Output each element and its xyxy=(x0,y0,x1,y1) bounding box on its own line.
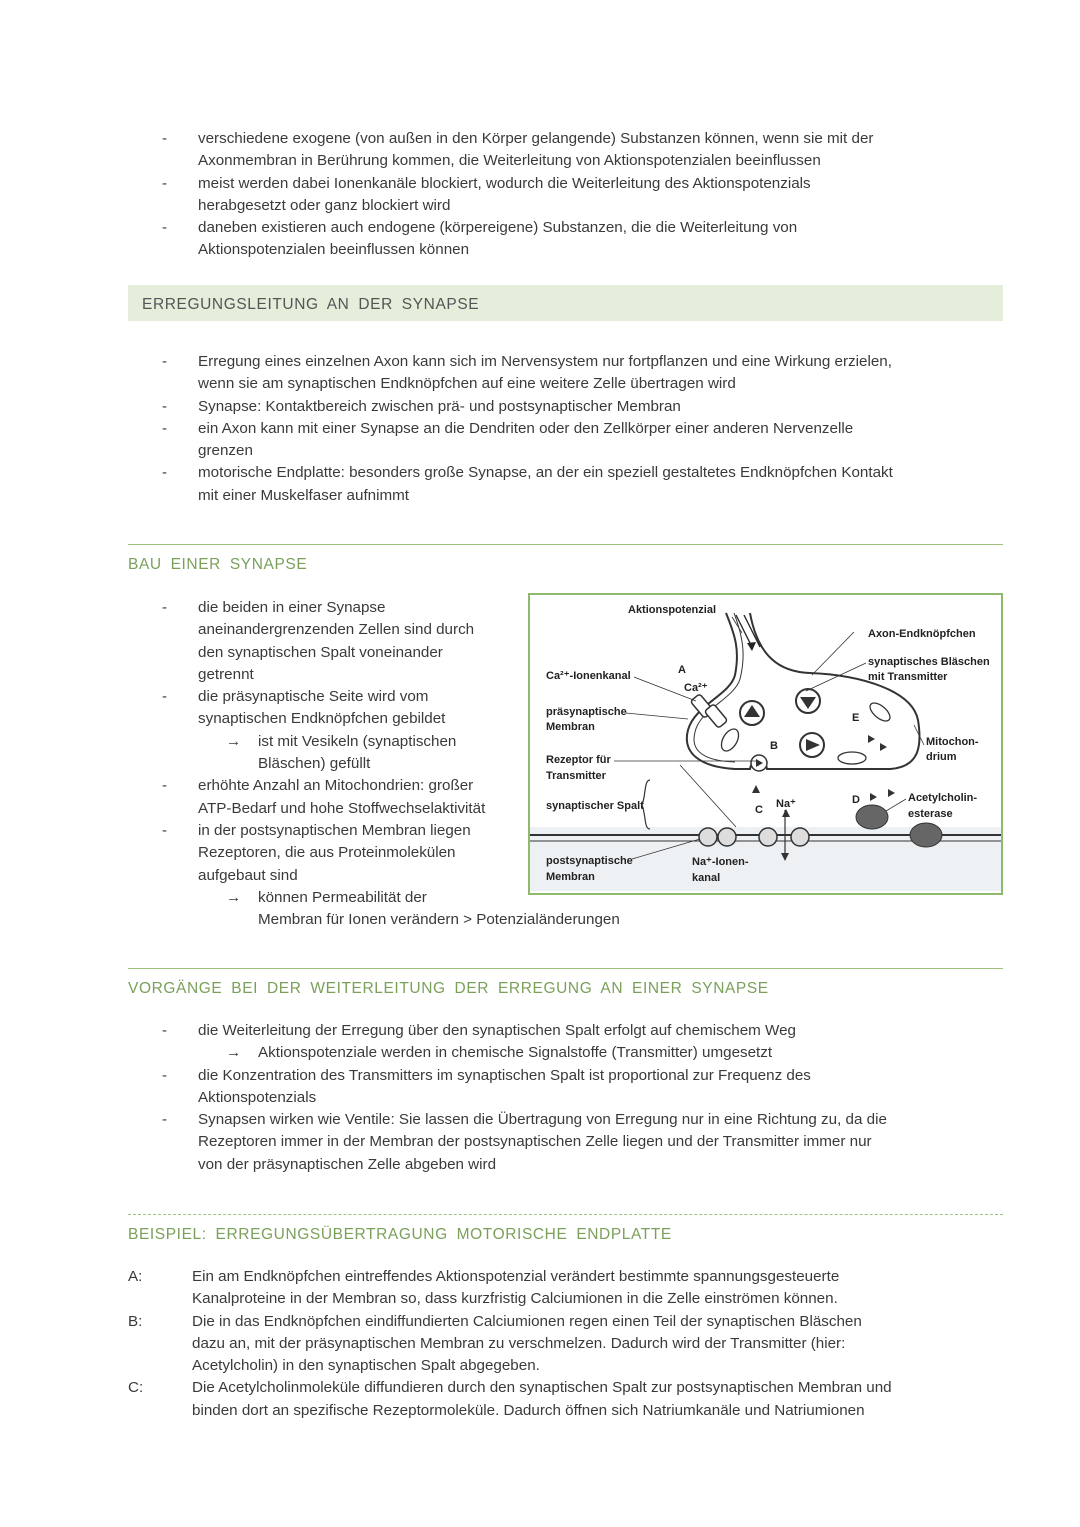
section-title-synapse-structure: BAU EINER SYNAPSE xyxy=(128,556,308,573)
svg-text:drium: drium xyxy=(926,751,957,763)
mitochondrion xyxy=(867,700,893,725)
action-potential-arrow xyxy=(736,615,752,647)
label-vesicle: synaptisches Bläschen xyxy=(868,656,990,668)
step-b: B: Die in das Endknöpfchen eindiffundierten Calciumionen regen einen Teil der synaptischen Bläschen dazu an, mit der präsynaptischen Membran zu verschmelzen. Dadurch wird der Transmitter (hier: Acetylcholin) in den synaptischen Spalt abgegeben. xyxy=(128,1312,862,1375)
receptor xyxy=(699,828,717,846)
svg-text:Membran: Membran xyxy=(546,871,595,883)
bullet-item: - verschiedene exogene (von außen in den Körper gelangende) Substanzen können, wenn sie mit der Axonmembran in Berührung kommen, die Weiterleitung von Aktionspotenzialen beeinflussen xyxy=(162,130,874,170)
svg-text:Membran: Membran xyxy=(546,721,595,733)
bullet-item: - Synapsen wirken wie Ventile: Sie lassen die Übertragung von Erregung nur in eine Richtung zu, da die Rezeptoren immer in der Membran der postsynaptischen Zelle liegen und der Transmitter immer nur von der präsynaptischen Zelle abgeben wird xyxy=(162,1111,887,1173)
example-steps xyxy=(128,1266,988,1422)
bullet-item: - die präsynaptische Seite wird vom synaptischen Endknöpfchen gebildet → ist mit Vesikeln (synaptischen Bläschen) gefüllt xyxy=(160,686,620,775)
label-receptor: Rezeptor für xyxy=(546,754,611,766)
letter-b: B xyxy=(770,740,778,752)
letter-e: E xyxy=(852,712,860,724)
bullet-item: - daneben existieren auch endogene (körpereigene) Substanzen, die die Weiterleitung von Aktionspotenzialen beeinflussen können xyxy=(162,219,798,259)
sub-point: → ist mit Vesikeln (synaptischen Bläschen) gefüllt xyxy=(226,732,457,773)
section-divider-dashed xyxy=(128,1214,1003,1215)
svg-text:esterase: esterase xyxy=(908,808,953,820)
transmission-bullets xyxy=(160,1020,887,1176)
mitochondrion xyxy=(718,726,742,754)
section-title-transmission-processes: VORGÄNGE BEI DER WEITERLEITUNG DER ERREGUNG AN EINER SYNAPSE xyxy=(128,980,769,997)
letter-d: D xyxy=(852,794,860,806)
label-action-potential: Aktionspotenzial xyxy=(628,604,717,616)
acetylcholinesterase xyxy=(910,823,942,847)
label-esterase: Acetylcholin- xyxy=(908,792,978,804)
label-axon-terminal: Axon-Endknöpfchen xyxy=(868,628,976,640)
svg-text:mit Transmitter: mit Transmitter xyxy=(868,671,948,683)
label-na-channel: Na⁺-Ionen- xyxy=(692,856,749,868)
bullet-item: - erhöhte Anzahl an Mitochondrien: großer ATP-Bedarf und hohe Stoffwechselaktivität xyxy=(162,777,486,817)
label-postsynaptic-membrane: postsynaptische xyxy=(546,855,633,867)
mitochondrion xyxy=(838,752,866,764)
label-mitochondrion: Mitochon- xyxy=(926,736,979,748)
step-a: A: Ein am Endknöpfchen eintreffendes Aktionspotenzial verändert bestimmte spannungsgesteuerte Kanalproteine in der Membran so, dass kurzfristig Calciumionen in die Zelle einströmen können. xyxy=(128,1268,840,1308)
label-synaptic-cleft: synaptischer Spalt xyxy=(546,800,644,812)
section-title-example: BEISPIEL: ERREGUNGSÜBERTRAGUNG MOTORISCHE ENDPLATTE xyxy=(128,1226,672,1243)
sub-point: → können Permeabilität der Membran für Ionen verändern > Potenzialänderungen xyxy=(226,888,620,929)
bullet-item: - ein Axon kann mit einer Synapse an die Dendriten oder den Zellkörper einer anderen Nervenzelle grenzen xyxy=(162,419,854,460)
synapse-diagram xyxy=(528,593,1003,895)
bullet-item: - die beiden in einer Synapse aneinandergrenzenden Zellen sind durch den synaptischen Spalt voneinander getrennt xyxy=(162,599,475,683)
section-title-synapse-conduction: ERREGUNGSLEITUNG AN DER SYNAPSE xyxy=(142,296,480,313)
step-c: C: Die Acetylcholinmoleküle diffundieren durch den synaptischen Spalt zur postsynaptischen Membran und binden dort an spezifische Rezeptormoleküle. Dadurch öffnen sich Natriumkanäle und Natriumionen xyxy=(128,1379,892,1419)
section-divider xyxy=(128,968,1003,969)
letter-a: A xyxy=(678,664,686,676)
bullet-item: - meist werden dabei Ionenkanäle blockiert, wodurch die Weiterleitung des Aktionspotenzials herabgesetzt oder ganz blockiert wird xyxy=(162,174,811,214)
label-na-ion: Na⁺ xyxy=(776,798,796,810)
label-ca-channel: Ca²⁺-Ionenkanal xyxy=(546,670,631,682)
acetylcholinesterase xyxy=(856,805,888,829)
label-presynaptic-membrane: präsynaptische xyxy=(546,706,627,718)
na-channel xyxy=(759,828,777,846)
bullet-item: - die Weiterleitung der Erregung über den synaptischen Spalt erfolgt auf chemischem Weg → Aktionspotenziale werden in chemische Signalstoffe (Transmitter) umgesetzt xyxy=(160,1020,887,1065)
bullet-item: - Synapse: Kontaktbereich zwischen prä- und postsynaptischer Membran xyxy=(162,397,681,415)
sub-point: → Aktionspotenziale werden in chemische Signalstoffe (Transmitter) umgesetzt xyxy=(226,1044,773,1062)
intro-bullets xyxy=(160,128,873,262)
svg-text:Transmitter: Transmitter xyxy=(546,770,606,782)
bullet-item: - in der postsynaptischen Membran liegen Rezeptoren, die aus Proteinmolekülen aufgebaut sind → können Permeabilität der Membran für Ionen verändern > Potenzialänderungen xyxy=(160,820,620,931)
label-ca-ion: Ca²⁺ xyxy=(684,682,708,694)
bullet-item: - motorische Endplatte: besonders große Synapse, an der ein speziell gestaltetes Endknöpfchen Kontakt mit einer Muskelfaser aufnimmt xyxy=(162,464,893,504)
receptor xyxy=(718,828,736,846)
bullet-item: - Erregung eines einzelnen Axon kann sich im Nervensystem nur fortpflanzen und eine Wirkung erzielen, wenn sie am synaptischen Endknöpfchen auf eine weitere Zelle übertragen wird xyxy=(162,353,892,393)
bullet-item: - die Konzentration des Transmitters im synaptischen Spalt ist proportional zur Frequenz des Aktionspotenzials xyxy=(162,1066,811,1106)
svg-text:kanal: kanal xyxy=(692,872,721,884)
na-channel xyxy=(791,828,809,846)
synapse-conduction-bullets xyxy=(160,351,893,507)
letter-c: C xyxy=(755,804,763,816)
section-divider xyxy=(128,544,1003,545)
synapse-diagram-svg xyxy=(530,595,1001,893)
